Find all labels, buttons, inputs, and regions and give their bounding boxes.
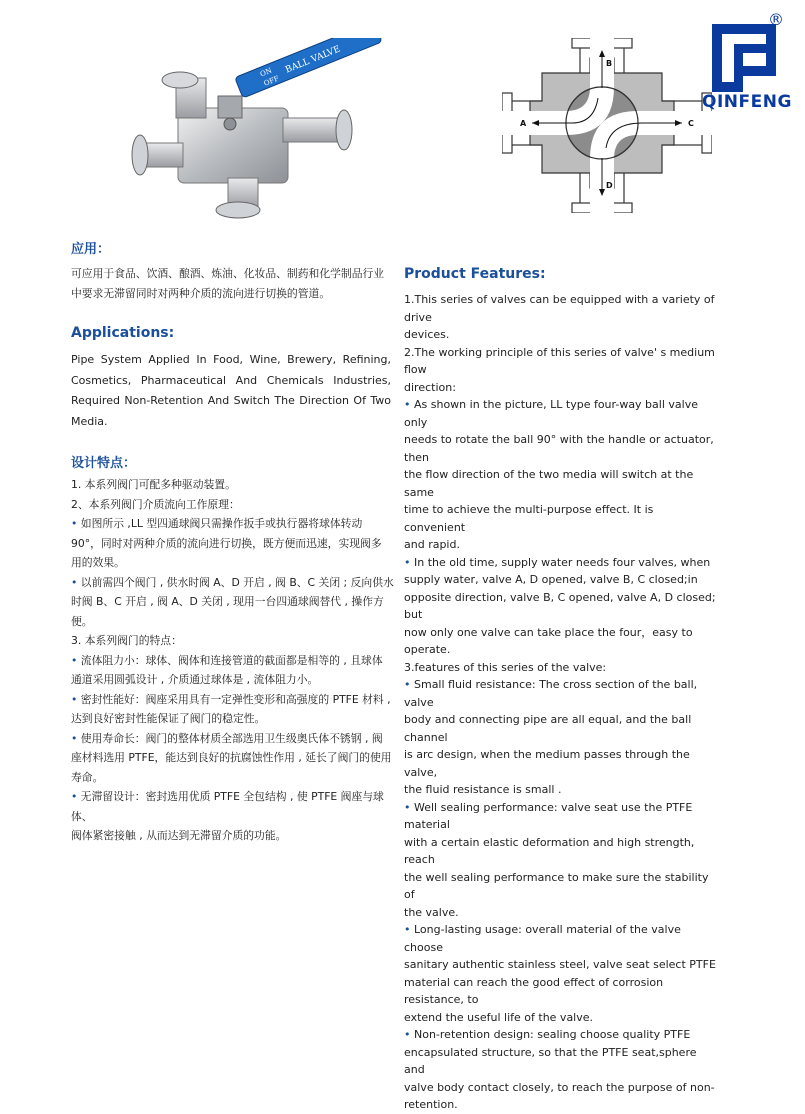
applications-en-line: Pipe System Applied In Food, Wine, Brewery, Refining, [71,353,391,366]
product-features-line: supply water, valve A, D opened, valve B, C closed;in [404,573,698,586]
product-features-line: the flow direction of the two media will switch at the same [404,468,694,499]
handle-text-on: ON [259,66,274,79]
product-features-line: 2.The working principle of this series of valve' s medium flow [404,345,715,376]
features-cn-line: • 如图所示 ,LL 型四通球阀只需操作扳手或执行器将球体转动 [71,517,363,530]
brand-logo [704,12,804,112]
heading-features-cn: 设计特点： [71,456,137,471]
features-cn-line: 寿命。 [71,770,104,784]
registered-mark: ® [768,10,784,29]
product-features-line: valve body contact closely, to reach the purpose of non- [404,1080,715,1094]
features-cn-line: • 密封性能好：阀座采用具有一定弹性变形和高强度的 PTFE 材料 , [71,692,391,706]
product-features-text [404,291,716,1114]
applications-en-text [71,350,391,432]
product-features-line: needs to rotate the ball 90° with the handle or actuator, then [404,433,714,464]
features-cn-line: 时阀 B、C 开启 , 阀 A、D 关闭 , 现用一台四通球阀替代 , 操作方便。 [71,595,384,628]
application-cn-line: 可应用于食品、饮酒、酿酒、炼油、化妆品、制药和化学制品行业 [71,267,385,280]
product-features-line: direction: [404,380,456,394]
application-cn-text [71,264,401,303]
features-cn-line: • 无滞留设计：密封选用优质 PTFE 全包结构 , 使 PTFE 阀座与球体、 [71,790,384,823]
features-cn-line: 1. 本系列阀门可配多种驱动装置。 [71,478,236,491]
features-cn-line: 2、本系列阀门介质流向工作原理： [71,497,240,511]
product-features-line: • Small fluid resistance: The cross section of the ball, valve [404,678,698,709]
features-cn-line: 座材料选用 PTFE，能达到良好的抗腐蚀性作用 , 延长了阀门的使用 [71,751,392,764]
ball-valve-photo [118,38,403,228]
product-features-line: • Long-lasting usage: overall material of the valve choose [404,923,681,954]
features-cn-line: 通道采用圆弧设计 , 介质通过球体是 , 流体阻力小。 [71,673,319,686]
flow-label-c: C [688,119,694,128]
product-features-line: retention. [404,1098,458,1111]
features-cn-line: 达到良好密封性能保证了阀门的稳定性。 [71,712,266,725]
product-features-line: • As shown in the picture, LL type four-way ball valve only [404,398,698,429]
product-features-line: 1.This series of valves can be equipped with a variety of drive [404,293,715,324]
features-cn-line: • 流体阻力小：球体、阀体和连接管道的截面都是相等的 , 且球体 [71,653,383,667]
flow-label-a: A [520,119,527,128]
product-features-line: body and connecting pipe are all equal, and the ball channel [404,713,692,744]
heading-application-cn: 应用： [71,242,111,257]
flow-label-b: B [606,59,613,68]
applications-en-line: Cosmetics, Pharmaceutical And Chemicals Industries, [71,373,391,387]
product-features-line: encapsulated structure, so that the PTFE seat,sphere and [404,1045,697,1076]
product-features-line: • In the old time, supply water needs four valves, when [404,555,711,569]
product-features-line: is arc design, when the medium passes through the valve, [404,748,690,779]
features-cn-text [71,475,401,846]
product-features-line: extend the useful life of the valve. [404,1010,594,1024]
product-features-line: sanitary authentic stainless steel, valve seat select PTFE [404,958,716,971]
product-features-line: • Non-retention design: sealing choose quality PTFE [404,1028,691,1041]
features-cn-line: • 使用寿命长：阀门的整体材质全部选用卫生级奥氏体不锈钢 , 阀 [71,731,383,745]
product-features-line: devices. [404,328,450,341]
handle-text-ball-valve: BALL VALVE [284,44,342,76]
features-cn-line: 用的效果。 [71,556,125,569]
features-cn-line: • 以前需四个阀门 , 供水时阀 A、D 开启 , 阀 B、C 关闭 ; 反向供水 [71,575,394,589]
product-features-line: material can reach the good effect of corrosion resistance, to [404,975,664,1006]
heading-applications-en: Applications: [71,325,175,341]
features-cn-line: 阀体紧密接触 , 从而达到无滞留介质的功能。 [71,829,287,842]
product-features-line: • Well sealing performance: valve seat use the PTFE material [404,800,693,831]
product-features-line: with a certain elastic deformation and high strength, reach [404,835,695,866]
features-cn-line: 3. 本系列阀门的特点： [71,634,182,647]
applications-en-line: Media. [71,414,108,428]
product-features-line: now only one valve can take place the four，easy to operate. [404,625,693,656]
application-cn-line: 中要求无滞留同时对两种介质的流向进行切换的管道。 [71,286,331,300]
brand-name: QINFENG [702,92,792,112]
flow-direction-diagram [502,38,712,213]
flow-label-d: D [606,181,613,190]
product-features-line: opposite direction, valve B, C opened, valve A, D closed; but [404,590,716,621]
applications-en-line: Required Non-Retention And Switch The Direction Of Two [71,394,391,407]
product-features-line: the well sealing performance to make sure the stability of [404,870,709,901]
product-features-line: and rapid. [404,538,460,551]
product-features-line: the valve. [404,905,459,919]
handle-text-off: OFF [262,74,281,88]
product-features-line: time to achieve the multi-purpose effect. It is convenient [404,503,654,534]
product-features-line: 3.features of this series of the valve: [404,660,607,674]
product-features-line: the fluid resistance is small . [404,783,562,796]
heading-product-features: Product Features: [404,266,546,282]
features-cn-line: 90°，同时对两种介质的流向进行切换，既方便而迅速，实现阀多 [71,536,382,550]
